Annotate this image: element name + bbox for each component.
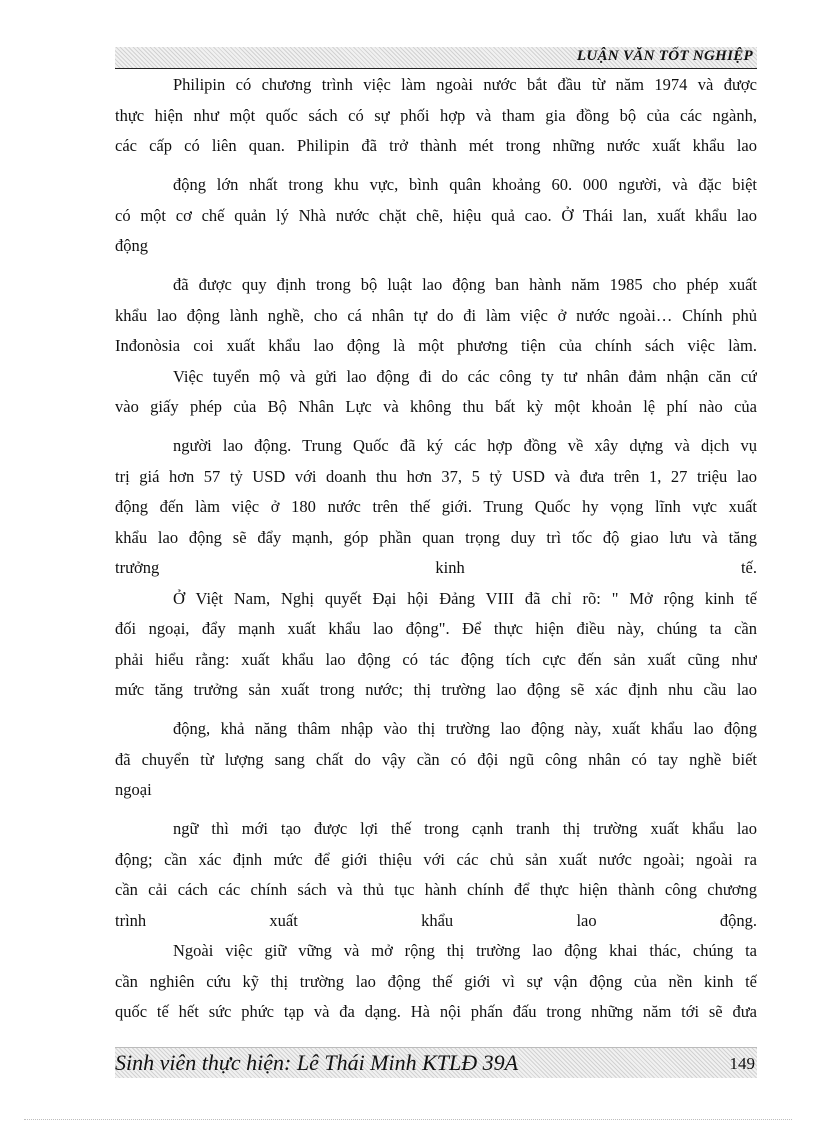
text-line: vào giấy phép của Bộ Nhân Lực và không thu bất kỳ một khoản lệ phí nào của: [115, 397, 757, 416]
text-line: các cấp có liên quan. Philipin đã trở thành mét trong những nước xuất khẩu lao: [115, 136, 757, 155]
page-footer: [115, 1047, 757, 1078]
text-line: mức tăng trưởng sản xuất trong nước; thị trường lao động sẽ xác định nhu cầu lao: [115, 680, 757, 699]
text-line: động đến làm việc ở 180 nước trên thế giới. Trung Quốc hy vọng lĩnh vực xuất: [115, 497, 757, 516]
text-line: động; cần xác định mức để giới thiệu với các chủ sản xuất nước ngoài; ngoài ra: [115, 849, 757, 869]
text-line: ngoại: [115, 780, 152, 799]
footer-author: Sinh viên thực hiện: Lê Thái Minh KTLĐ 39A: [115, 1050, 519, 1075]
body-text: [115, 70, 757, 1028]
text-line: động: [115, 236, 148, 255]
text-line: động, khả năng thâm nhập vào thị trường lao động này, xuất khẩu lao động: [173, 719, 757, 738]
header-title: LUẬN VĂN TỐT NGHIỆP: [576, 48, 753, 64]
bottom-dotted-rule: [24, 1119, 792, 1120]
text-line: Ngoài việc giữ vững và mở rộng thị trường lao động khai thác, chúng ta: [173, 941, 757, 960]
text-line: Inđonòsia coi xuất khẩu lao động là một phương tiện của chính sách việc làm.: [115, 336, 757, 355]
text-line: cần nghiên cứu kỹ thị trường lao động thế giới vì sự vận động của nền kinh tế: [115, 971, 757, 991]
text-line: phải hiểu rằng: xuất khẩu lao động có tác động tích cực đến sản xuất cũng như: [115, 649, 757, 669]
text-line: quốc tế hết sức phức tạp và đa dạng. Hà nội phấn đấu trong những năm tới sẽ đưa: [115, 1002, 757, 1021]
text-line: đã được quy định trong bộ luật lao động ban hành năm 1985 cho phép xuất: [173, 275, 757, 294]
text-line: động lớn nhất trong khu vực, bình quân khoảng 60. 000 người, và đặc biệt: [173, 175, 757, 194]
text-line: đã chuyển từ lượng sang chất do vậy cần có đội ngũ công nhân có tay nghề biết: [115, 749, 757, 769]
text-line: có một cơ chế quản lý Nhà nước chặt chẽ, hiệu quả cao. Ở Thái lan, xuất khẩu lao: [115, 205, 757, 225]
text-line: Philipin có chương trình việc làm ngoài nước bắt đầu từ năm 1974 và được: [173, 75, 757, 94]
text-line: thực hiện như một quốc sách có sự phối hợp và tham gia đồng bộ của các ngành,: [115, 105, 757, 125]
text-line: khẩu lao động sẽ đẩy mạnh, góp phần quan trọng duy trì tốc độ giao lưu và tăng: [115, 527, 757, 547]
text-line: Việc tuyển mộ và gửi lao động đi do các công ty tư nhân đảm nhận căn cứ: [173, 366, 757, 386]
text-line: trị giá hơn 57 tỷ USD với doanh thu hơn 37, 5 tỷ USD và đưa trên 1, 27 triệu lao: [115, 466, 757, 486]
text-line: trình xuất khẩu lao động.: [115, 910, 757, 930]
page-header: [115, 47, 757, 69]
text-line: khẩu lao động lành nghề, cho cá nhân tự do đi làm việc ở nước ngoài… Chính phủ: [115, 305, 757, 325]
text-line: cần cải cách các chính sách và thủ tục hành chính để thực hiện thành công chương: [115, 880, 757, 899]
page-number: 149: [729, 1054, 755, 1073]
text-line: đối ngoại, đẩy mạnh xuất khẩu lao động". Để thực hiện điều này, chúng ta cần: [115, 619, 757, 638]
text-line: ngữ thì mới tạo được lợi thế trong cạnh tranh thị trường xuất khẩu lao: [173, 819, 757, 838]
text-line: người lao động. Trung Quốc đã ký các hợp đồng về xây dựng và dịch vụ: [173, 436, 757, 455]
text-line: Ở Việt Nam, Nghị quyết Đại hội Đảng VIII đã chỉ rõ: " Mở rộng kinh tế: [173, 588, 757, 608]
text-line: trưởng kinh tế.: [115, 558, 757, 577]
